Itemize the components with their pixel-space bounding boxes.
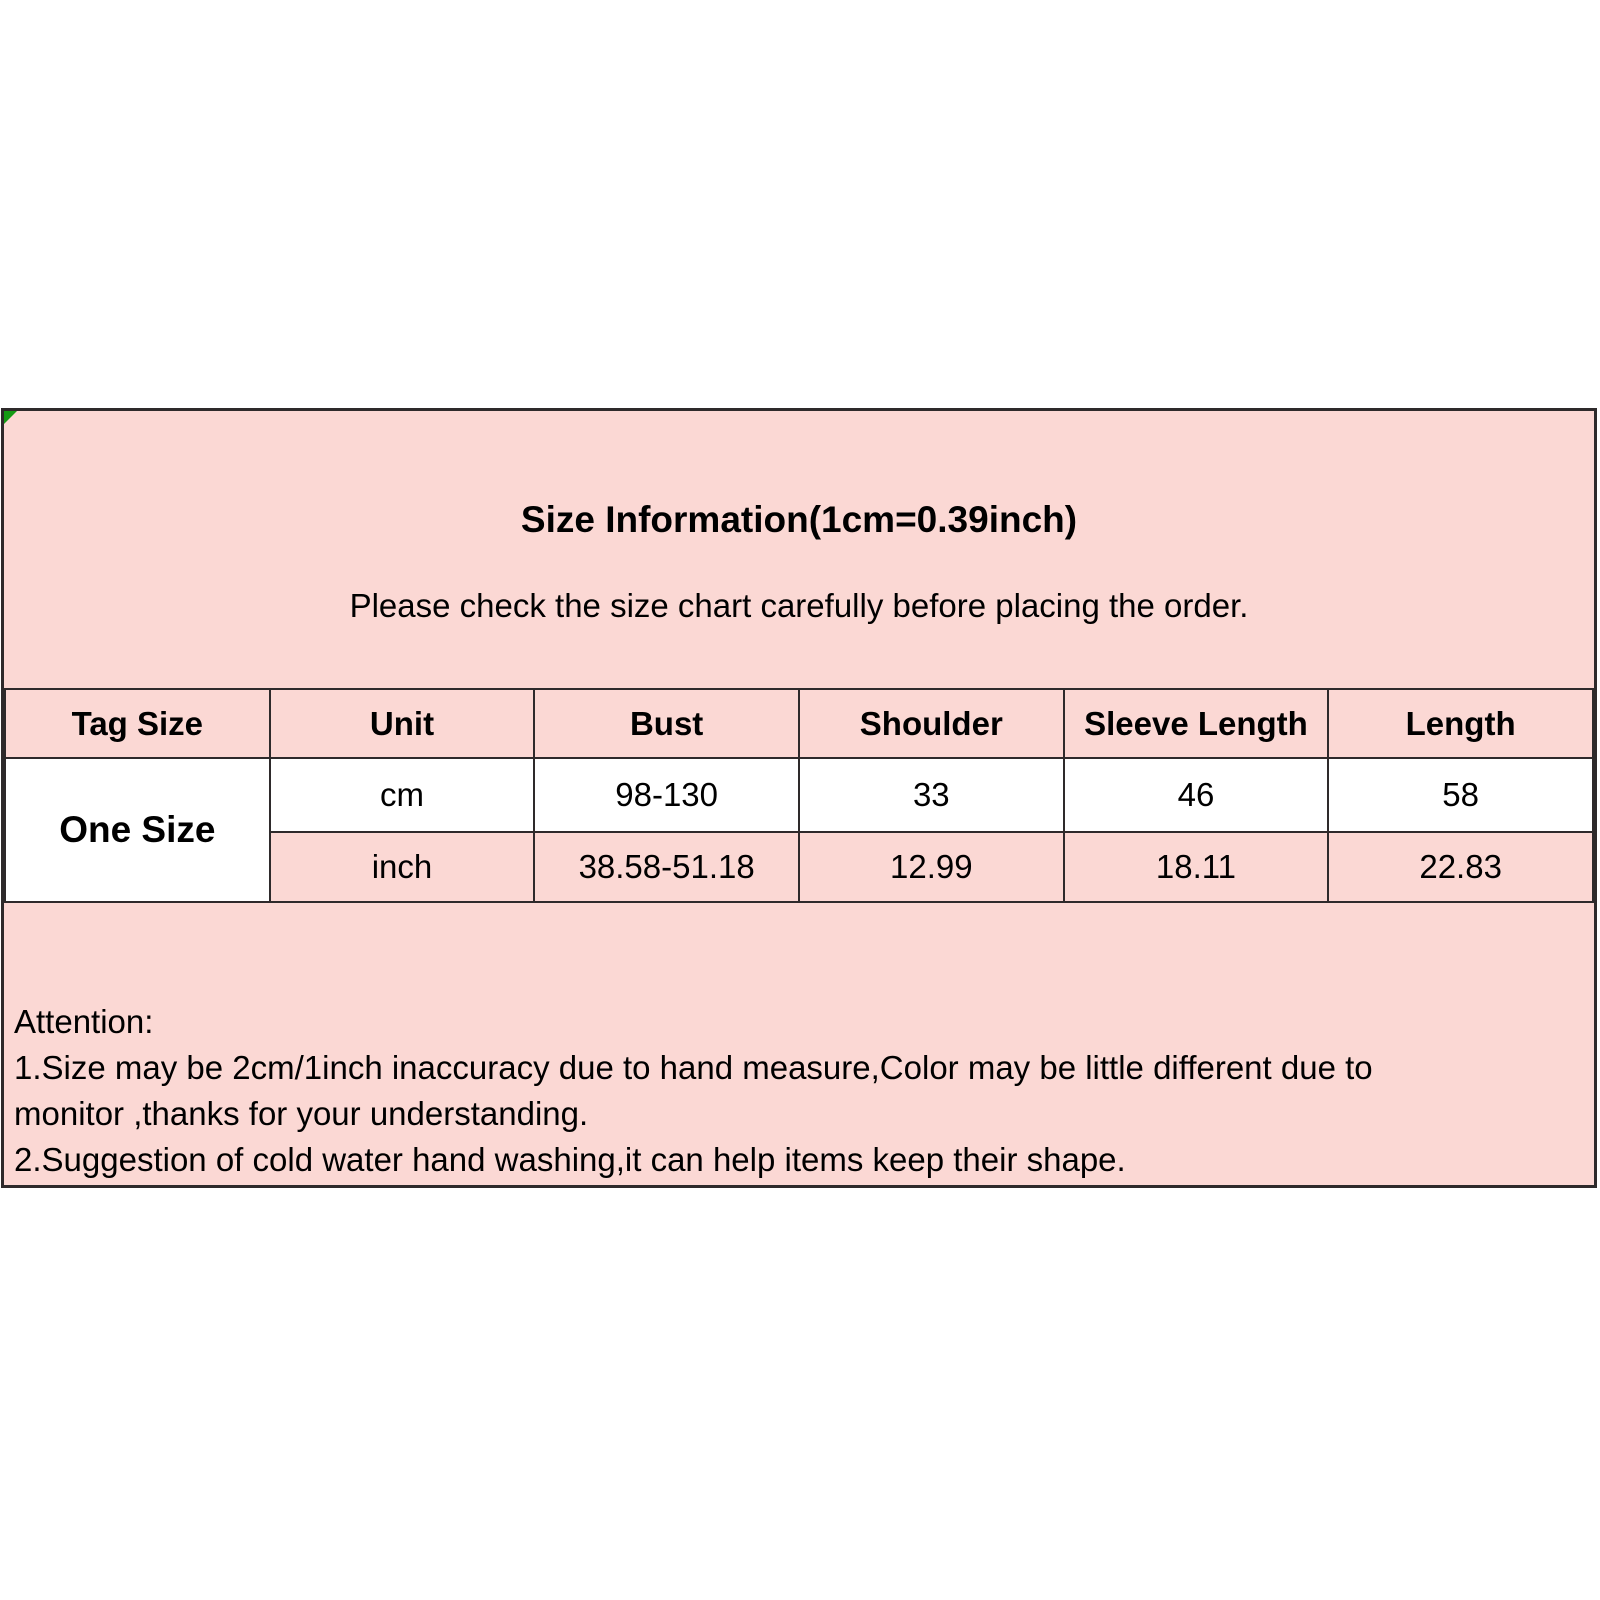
bust-cm: 98-130 [534, 758, 799, 832]
unit-cm: cm [270, 758, 535, 832]
shoulder-cm: 33 [799, 758, 1064, 832]
attention-heading: Attention: [14, 1003, 154, 1040]
table-row-cm [5, 758, 1593, 832]
intro-section [4, 411, 1594, 688]
sleeve-length-inch: 18.11 [1064, 832, 1329, 902]
attention-line-3: 2.Suggestion of cold water hand washing,it can help items keep their shape. [14, 1141, 1126, 1178]
shoulder-inch: 12.99 [799, 832, 1064, 902]
unit-inch: inch [270, 832, 535, 902]
page-title: Size Information(1cm=0.39inch) [520, 499, 1078, 540]
tag-size-value: One Size [5, 758, 270, 902]
bust-inch: 38.58-51.18 [534, 832, 799, 902]
size-table-header-row [5, 689, 1593, 758]
column-header-shoulder: Shoulder [799, 689, 1064, 758]
length-cm: 58 [1328, 758, 1593, 832]
page-subtitle: Please check the size chart carefully before placing the order. [349, 587, 1249, 624]
attention-line-1: 1.Size may be 2cm/1inch inaccuracy due to hand measure,Color may be little different due to [14, 1049, 1373, 1086]
column-header-length: Length [1328, 689, 1593, 758]
attention-section [4, 999, 1594, 1183]
size-info-panel [1, 408, 1597, 1188]
column-header-tag-size: Tag Size [5, 689, 270, 758]
length-inch: 22.83 [1328, 832, 1593, 902]
attention-line-2: monitor ,thanks for your understanding. [14, 1095, 589, 1132]
column-header-sleeve-length: Sleeve Length [1064, 689, 1329, 758]
column-header-unit: Unit [270, 689, 535, 758]
size-table [4, 688, 1594, 903]
column-header-bust: Bust [534, 689, 799, 758]
sleeve-length-cm: 46 [1064, 758, 1329, 832]
